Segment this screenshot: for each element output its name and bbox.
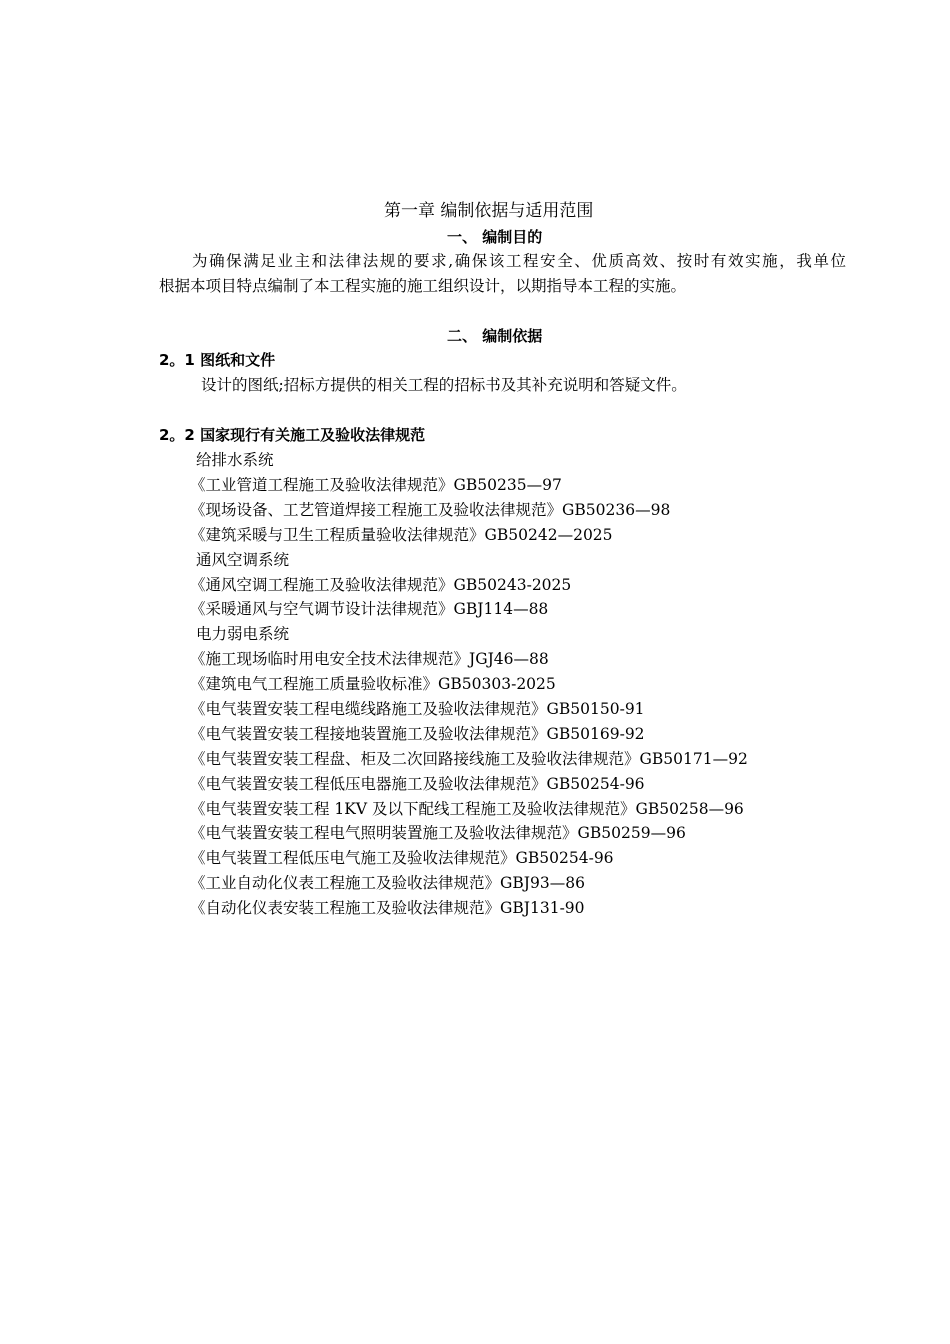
list-item: 给排水系统 [196,451,274,469]
list-item: 《施工现场临时用电安全技术法律规范》JGJ46—88 [190,650,549,668]
list-item: 《电气装置安装工程盘、柜及二次回路接线施工及验收法律规范》GB50171—92 [190,750,748,768]
list-item: 《通风空调工程施工及验收法律规范》GB50243-2025 [190,576,572,594]
list-item: 《自动化仪表安装工程施工及验收法律规范》GBJ131-90 [190,899,585,917]
section1-heading: 一、 编制目的 [447,228,543,246]
list-item: 通风空调系统 [196,551,290,569]
section1-paragraph-line2: 根据本项目特点编制了本工程实施的施工组织设计，以期指导本工程的实施。 [159,277,687,295]
list-item: 《电气装置安装工程电气照明装置施工及验收法律规范》GB50259—96 [190,824,686,842]
list-item: 《建筑电气工程施工质量验收标准》GB50303-2025 [190,675,556,693]
section1-paragraph-line1: 为确保满足业主和法律法规的要求,确保该工程安全、优质高效、按时有效实施，我单位 [192,252,846,270]
list-item: 《电气装置安装工程低压电器施工及验收法律规范》GB50254-96 [190,775,645,793]
subsection-2-2-heading: 2。2 国家现行有关施工及验收法律规范 [159,426,426,444]
list-item: 电力弱电系统 [196,625,290,643]
list-item: 《建筑采暖与卫生工程质量验收法律规范》GB50242—2025 [190,526,613,544]
list-item: 《电气装置工程低压电气施工及验收法律规范》GB50254-96 [190,849,614,867]
list-item: 《现场设备、工艺管道焊接工程施工及验收法律规范》GB50236—98 [190,501,671,519]
list-item: 《采暖通风与空气调节设计法律规范》GBJ114—88 [190,600,549,618]
subsection-2-1-text: 设计的图纸;招标方提供的相关工程的招标书及其补充说明和答疑文件。 [201,376,687,394]
list-item: 《电气装置安装工程电缆线路施工及验收法律规范》GB50150-91 [190,700,645,718]
chapter-title: 第一章 编制依据与适用范围 [384,201,594,221]
list-item: 《工业自动化仪表工程施工及验收法律规范》GBJ93—86 [190,874,585,892]
subsection-2-1-heading: 2。1 图纸和文件 [159,351,276,369]
list-item: 《电气装置安装工程接地装置施工及验收法律规范》GB50169-92 [190,725,645,743]
list-item: 《电气装置安装工程 1KV 及以下配线工程施工及验收法律规范》GB50258—96 [190,800,744,818]
section2-heading: 二、 编制依据 [447,327,543,345]
list-item: 《工业管道工程施工及验收法律规范》GB50235—97 [190,476,562,494]
